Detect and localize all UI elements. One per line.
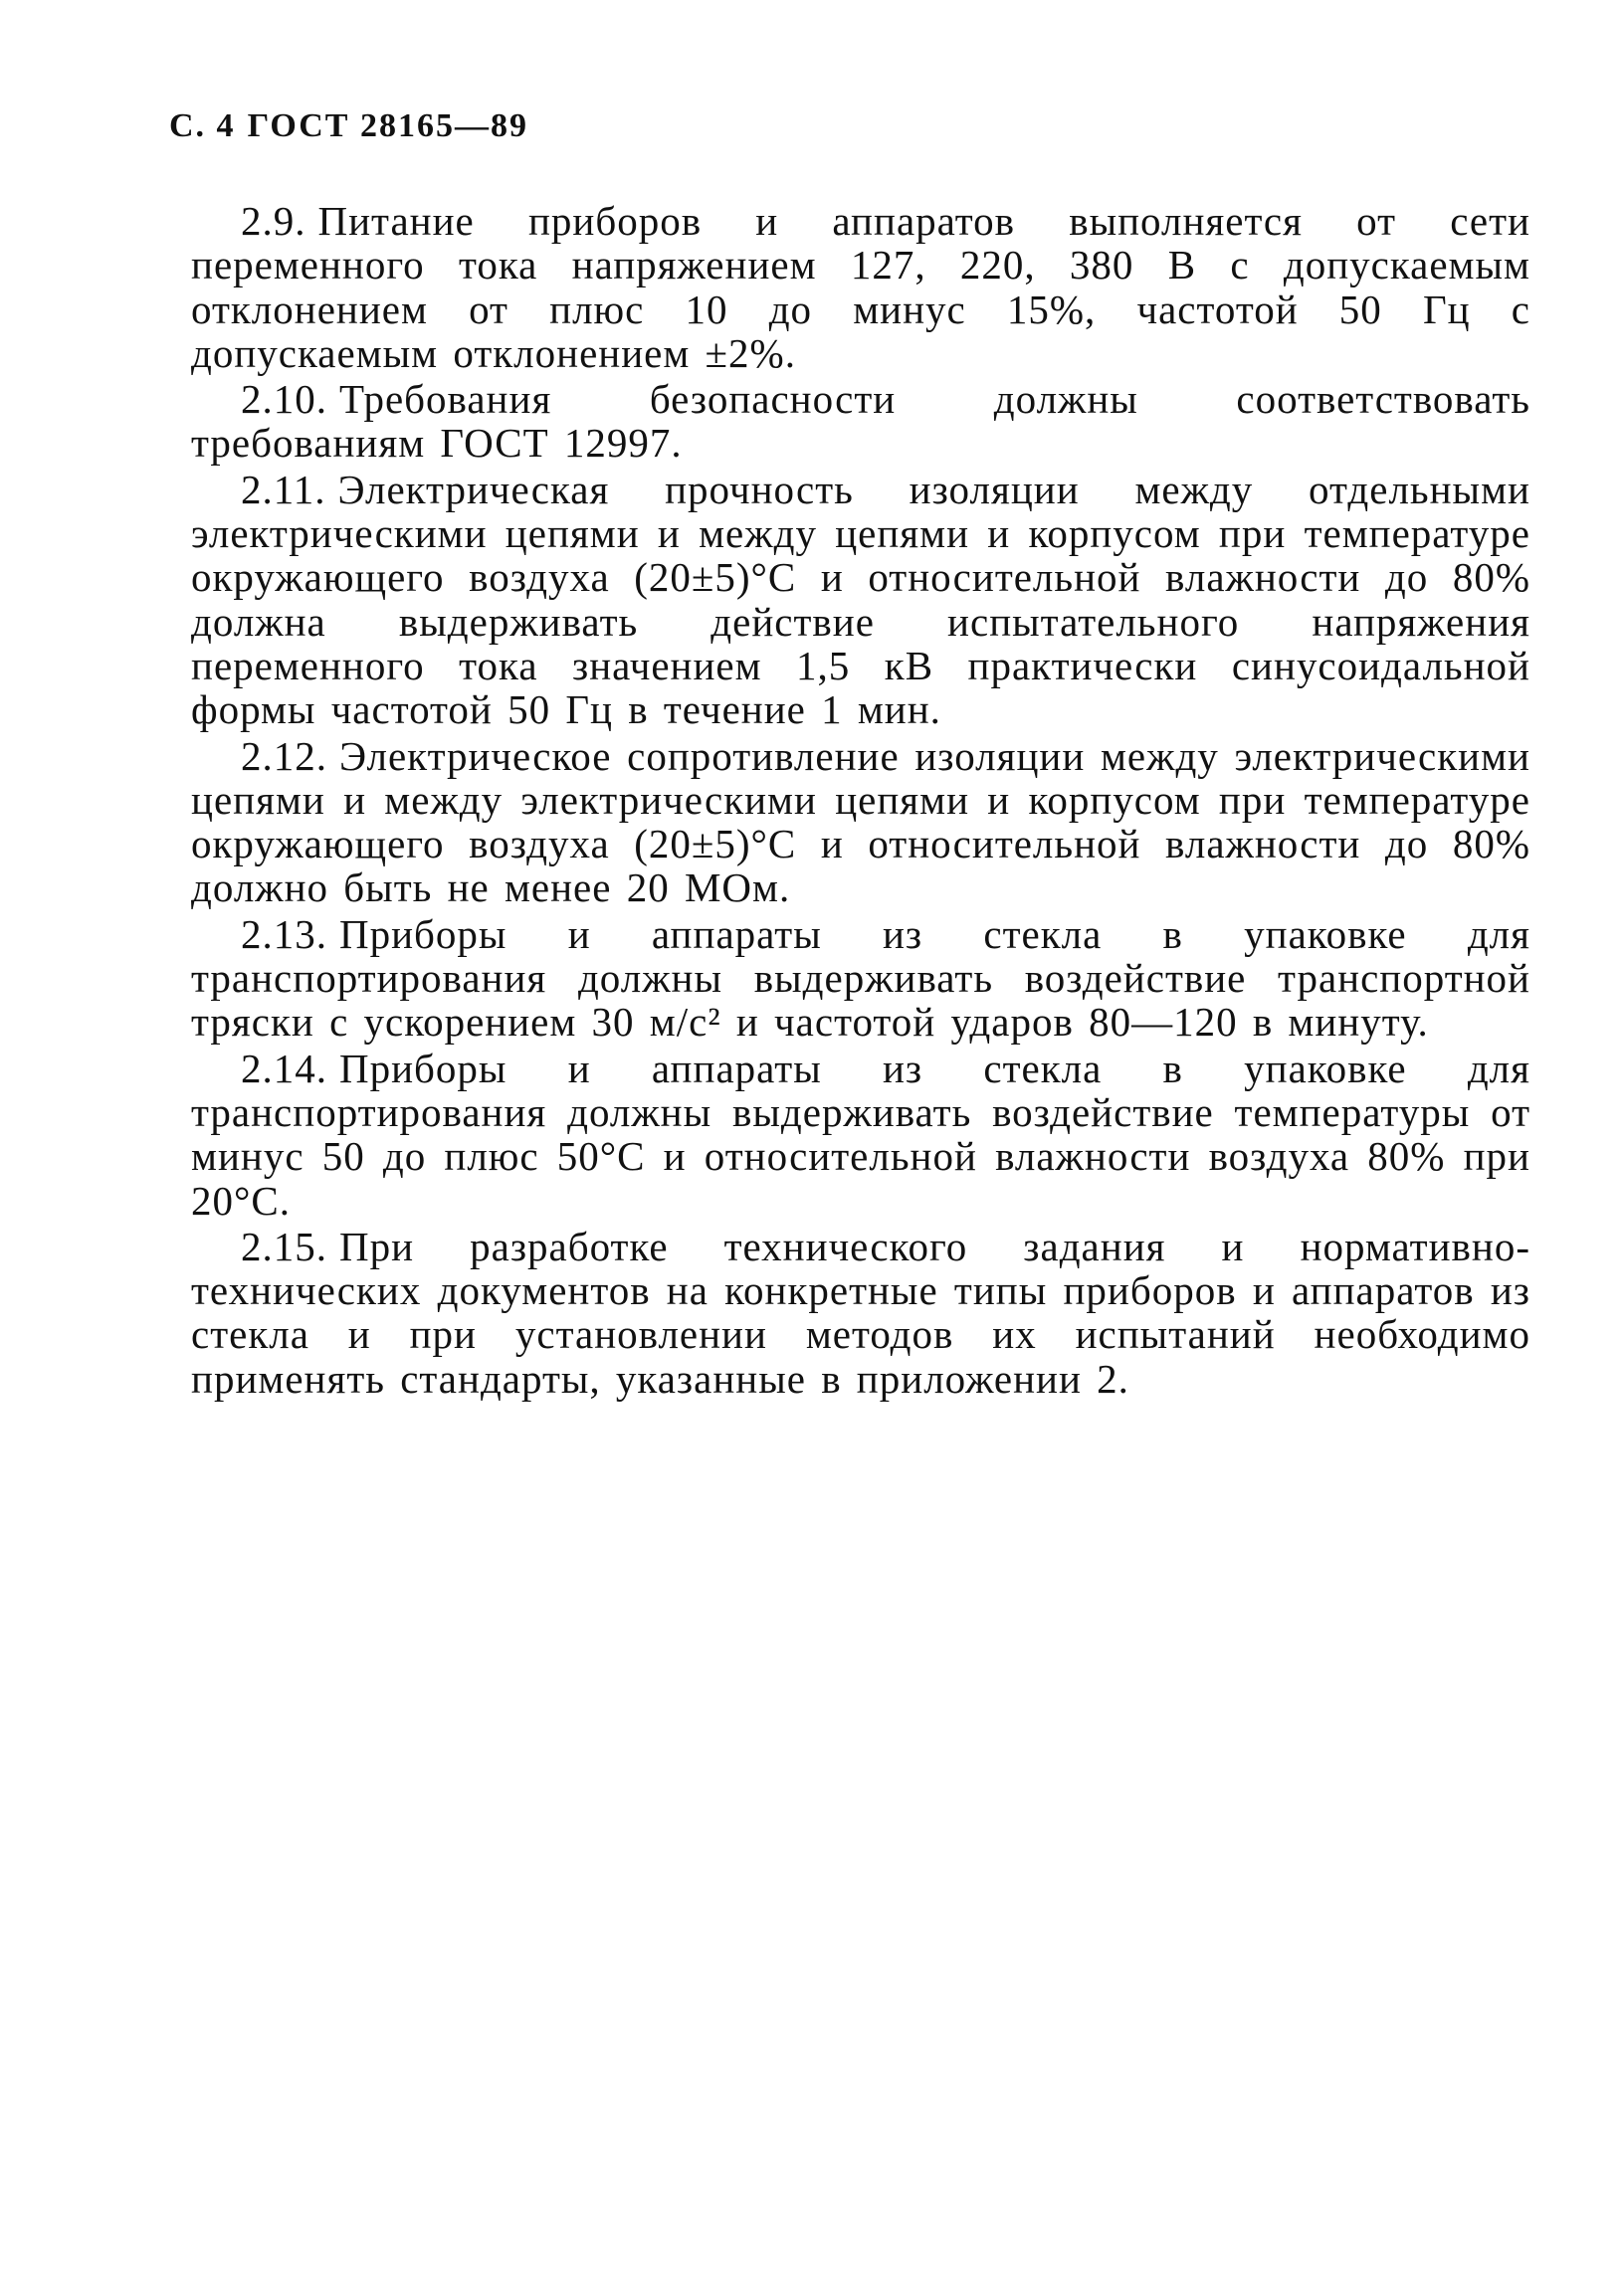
- clause-2-14: [191, 1047, 1530, 1223]
- clause-text: Электрическая прочность изоляции между отдельными электрическими цепями и между цепями и корпусом при температуре окружающего воздуха (20±5)°C и относительной влажности до 80% должна выдерживать действие испытательного напряжения переменного тока значением 1,5 кВ практически синусоидальной формы частотой 50 Гц в течение 1 мин.: [191, 466, 1530, 733]
- clause-number: 2.14.: [241, 1045, 327, 1091]
- clause-text: Приборы и аппараты из стекла в упаковке для транспортирования должны выдерживать воздействие транспортной тряски с ускорением 30 м/с² и частотой ударов 80—120 в минуту.: [191, 910, 1530, 1046]
- clause-2-9: [191, 199, 1530, 375]
- clause-2-12: [191, 734, 1530, 910]
- page-header: [169, 107, 528, 145]
- page-number: С. 4: [169, 107, 236, 144]
- clause-text: Приборы и аппараты из стекла в упаковке для транспортирования должны выдерживать воздействие температуры от минус 50 до плюс 50°C и относительной влажности воздуха 80% при 20°C.: [191, 1045, 1530, 1224]
- document-body: [191, 199, 1530, 1403]
- clause-text: При разработке технического задания и нормативно-технических документов на конкретные типы приборов и аппаратов из стекла и при установлении методов их испытаний необходимо применять стандарты, указанные в приложении 2.: [191, 1223, 1530, 1402]
- clause-text: Электрическое сопротивление изоляции между электрическими цепями и между электрическими цепями и корпусом при температуре окружающего воздуха (20±5)°C и относительной влажности до 80% должно быть не менее 20 МОм.: [191, 732, 1530, 911]
- clause-2-13: [191, 912, 1530, 1045]
- clause-number: 2.10.: [241, 376, 327, 423]
- clause-2-11: [191, 468, 1530, 732]
- standard-designation: ГОСТ 28165—89: [247, 107, 528, 144]
- clause-number: 2.11.: [241, 466, 326, 512]
- clause-text: Питание приборов и аппаратов выполняется от сети переменного тока напряжением 127, 220, 380 В с допускаемым отклонением от плюс 10 до минус 15%, частотой 50 Гц с допускаемым отклонением ±2%.: [191, 198, 1530, 376]
- clause-number: 2.13.: [241, 910, 327, 957]
- clause-number: 2.15.: [241, 1223, 327, 1269]
- clause-number: 2.9.: [241, 198, 306, 244]
- clause-number: 2.12.: [241, 732, 327, 779]
- clause-text: Требования безопасности должны соответствовать требованиям ГОСТ 12997.: [191, 376, 1530, 467]
- clause-2-10: [191, 377, 1530, 466]
- clause-2-15: [191, 1225, 1530, 1401]
